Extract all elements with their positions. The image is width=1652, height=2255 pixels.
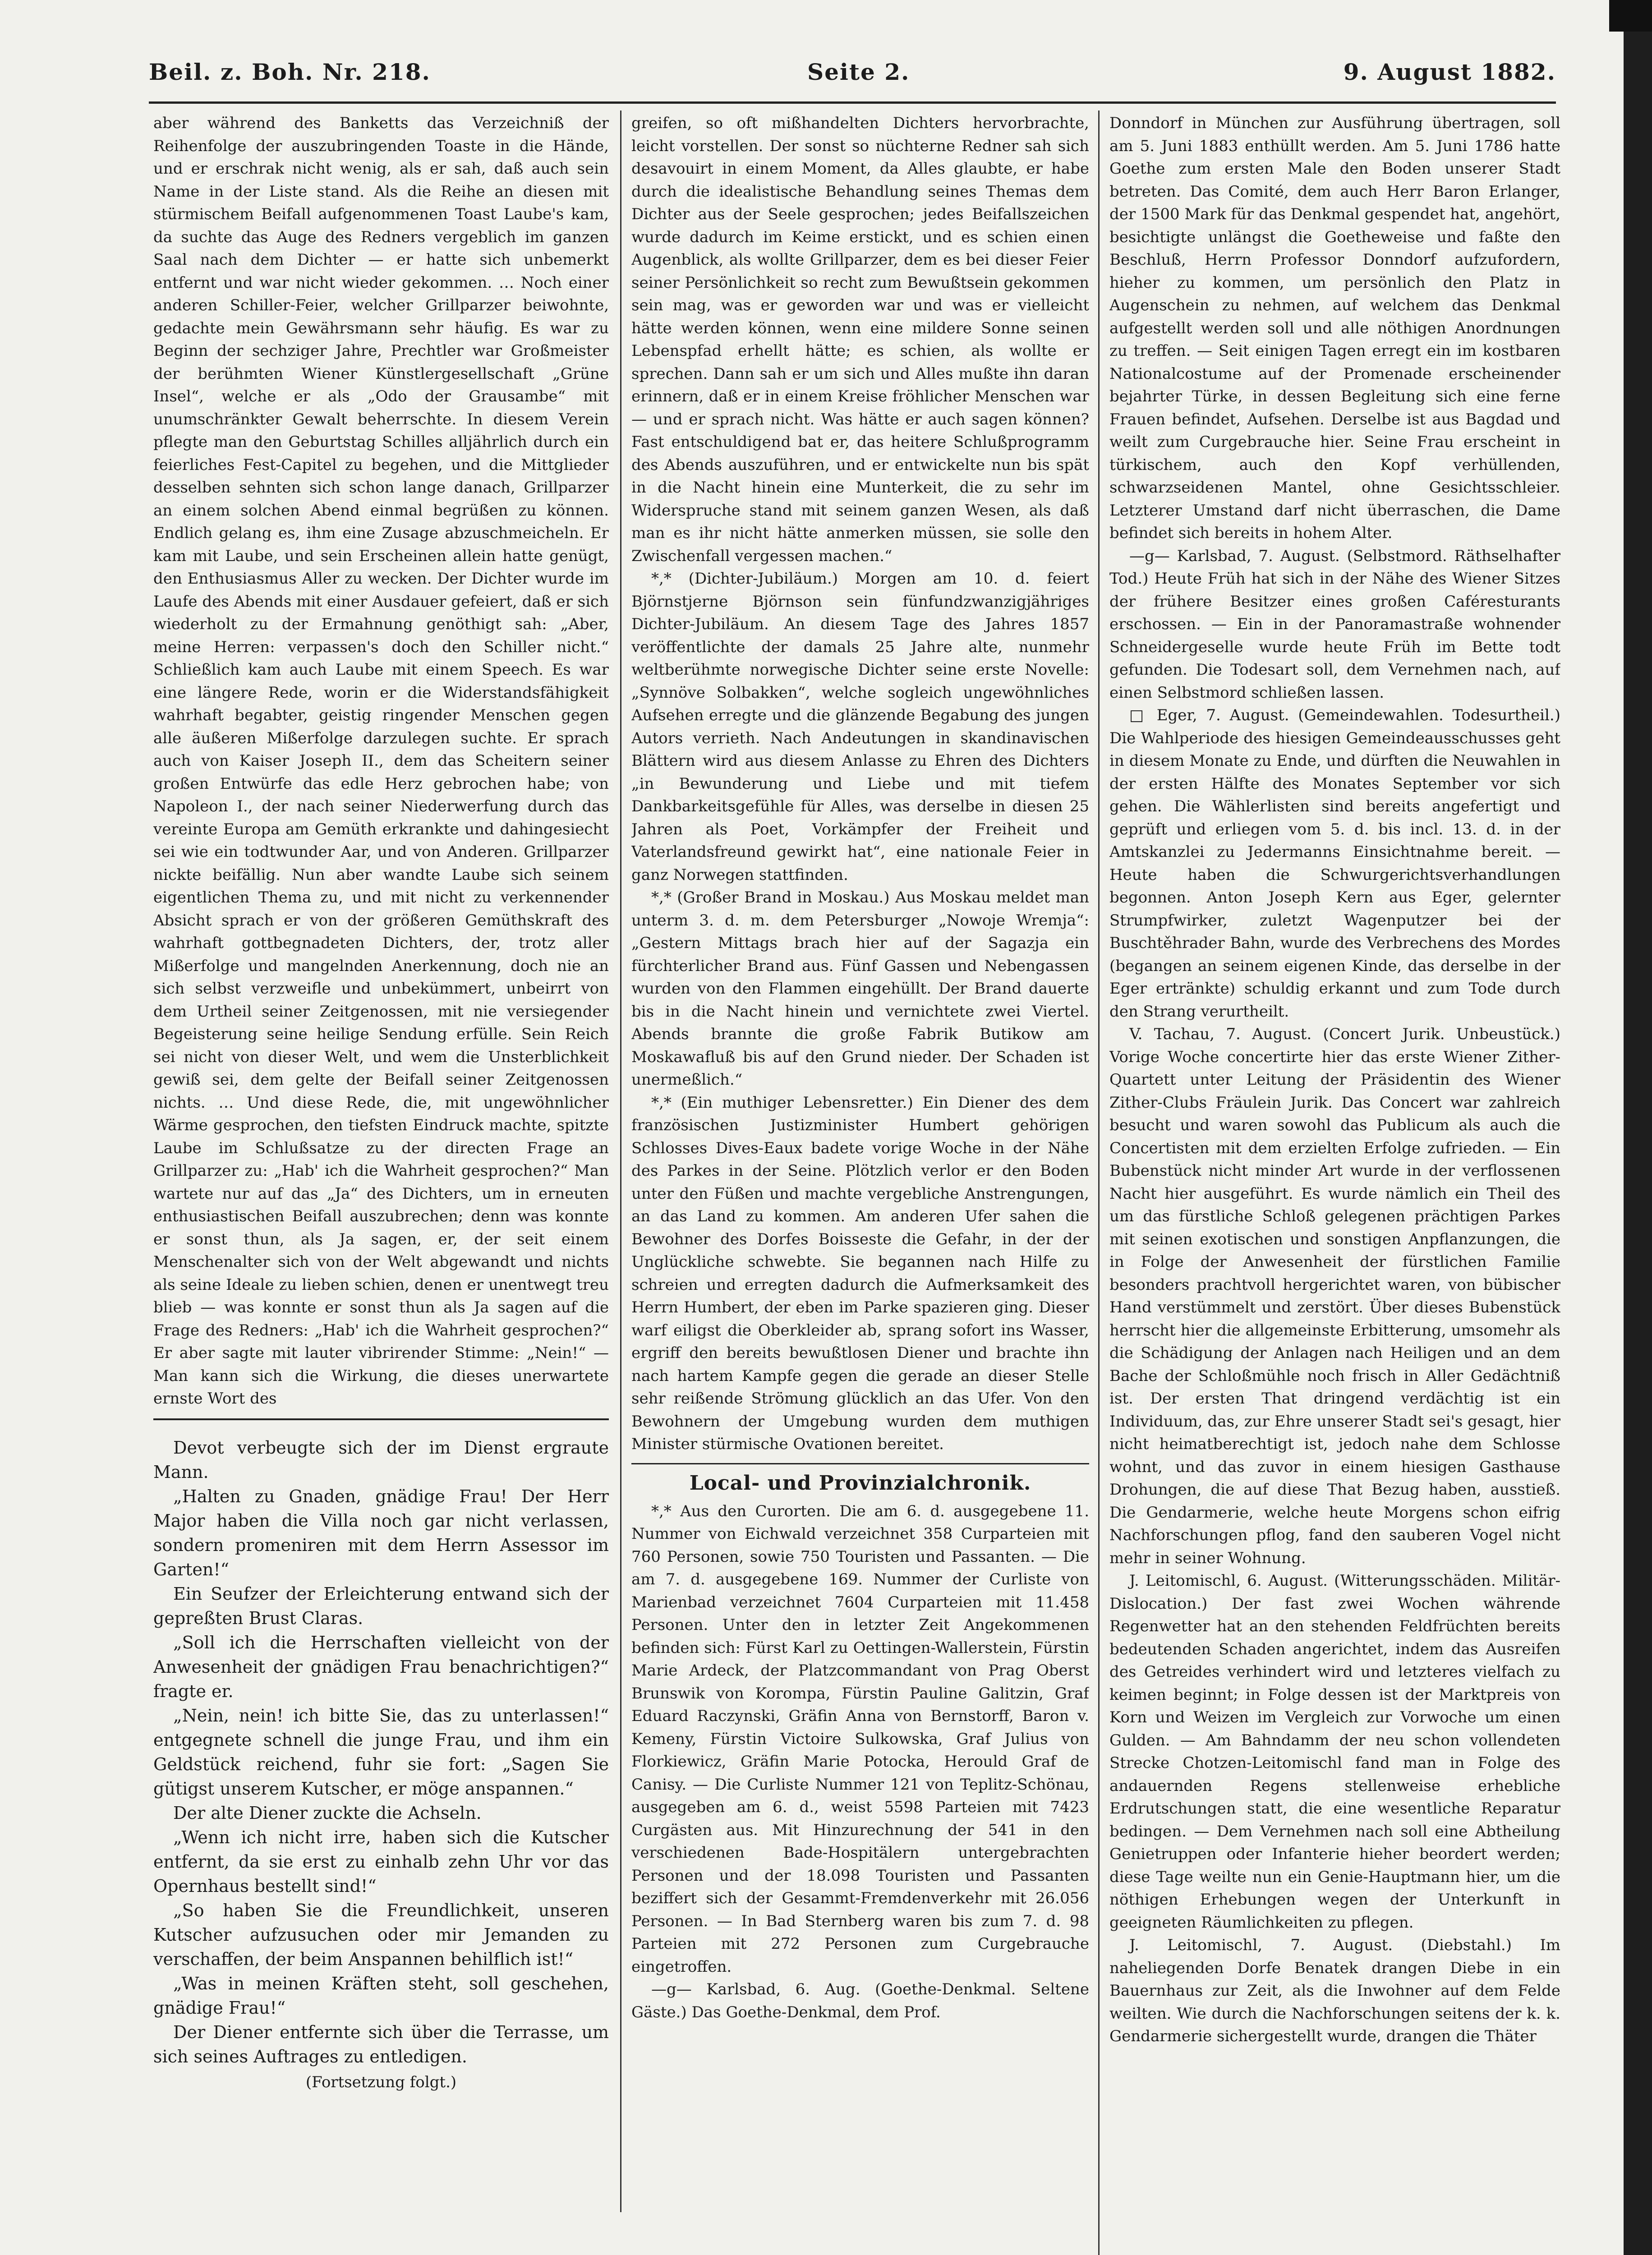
news-item-leitomischl-diebstahl: J. Leitomischl, 7. August. (Diebstahl.) Im naheliegenden Dorfe Benatek drangen Diebe in ein Bauernhaus zur Zeit, als die Inwohner auf dem Felde weilten. Wie durch die Nachforschungen seitens der k. k. Gendarmerie sichergestellt wurde, drangen die Thäter <box>1109 1936 1560 2045</box>
news-item-eger: □ Eger, 7. August. (Gemeindewahlen. Todesurtheil.) Die Wahlperiode des hiesigen Gemeindeausschusses geht in diesem Monate zu Ende, und dürften die Neuwahlen in der ersten Hälfte des Monates September vor sich gehen. Die Wählerlisten sind bereits angefertigt und geprüft und erliegen vom 5. d. bis incl. 13. d. in der Amtskanzlei zu Jedermanns Einsichtnahme bereit. — Heute haben die Schwurgerichtsverhandlungen begonnen. Anton Joseph Kern aus Eger, gelernter Strumpfwirker, zuletzt Wagenputzer bei der Buschtěhrader Bahn, wurde des Verbrechens des Mordes (begangen an seinem eigenen Kinde, das derselbe in der Eger ertränkte) schuldig erkannt und zum Tode durch den Strang verurtheilt. <box>1109 706 1560 1021</box>
feuilleton-paragraph: Devot verbeugte sich der im Dienst ergraute Mann. <box>153 1437 609 1482</box>
feuilleton-paragraph: „Nein, nein! ich bitte Sie, das zu unterlassen!“ entgegnete schnell die junge Frau, und ihm ein Geldstück reichend, fuhr sie fort: „Sagen Sie gütigst unserem Kutscher, er möge anspannen.“ <box>153 1705 609 1799</box>
feuilleton-paragraph: Der Diener entfernte sich über die Terrasse, um sich seines Auftrages zu entledigen. <box>153 2022 609 2066</box>
news-item-karlsbad-goethe-continued: Donndorf in München zur Ausführung übertragen, soll am 5. Juni 1883 enthüllt werden. Am 5. Juni 1786 hatte Goethe zum ersten Male den Boden unserer Stadt betreten. Das Comité, dem auch Herr Baron Erlanger, der 1500 Mark für das Denkmal gespendet hat, angehört, besichtigte unlängst die Goetheweise und faßte den Beschluß, Herrn Professor Donndorf aufzufordern, hieher zu kommen, um persönlich den Platz in Augenschein zu nehmen, auf welchem das Denkmal aufgestellt werden soll und alle nöthigen Anordnungen zu treffen. — Seit einigen Tagen erregt ein im kostbaren Nationalcostume auf der Promenade erscheinender bejahrter Türke, in dessen Begleitung sich eine ferne Frauen befindet, Aufsehen. Derselbe ist aus Bagdad und weilt zum Curgebrauche hier. Seine Frau erscheint in türkischem, auch den Kopf verhüllenden, schwarzseidenen Mantel, ohne Gesichtsschleier. Letzterer Umstand darf nicht überraschen, die Dame befindet sich bereits in hohem Alter. <box>1109 114 1560 542</box>
feuilleton-rule <box>153 1418 609 1420</box>
column-2 <box>631 112 1089 2255</box>
header-issue: Beil. z. Boh. Nr. 218. <box>149 59 431 85</box>
section-rule <box>631 1463 1089 1464</box>
feuilleton-paragraph: Der alte Diener zuckte die Achseln. <box>173 1803 482 1823</box>
feuilleton-paragraph: „Wenn ich nicht irre, haben sich die Kutscher entfernt, da sie erst zu einhalb zehn Uhr vor das Opernhaus bestellt sind!“ <box>153 1827 609 1896</box>
scan-edge <box>1624 0 1652 2255</box>
news-item-brand-moskau: *,* (Großer Brand in Moskau.) Aus Moskau meldet man unterm 3. d. m. dem Petersburger „Nowoje Wremja“: „Gestern Mittags brach hier auf der Sagazja ein fürchterlicher Brand aus. Fünf Gassen und Nebengassen wurden von den Flammen eingehüllt. Der Brand dauerte bis in die Nacht hinein und vernichtete zwei Viertel. Abends brannte die große Fabrik Butikow am Moskawafluß bis auf den Grund nieder. Der Schaden ist unermeßlich.“ <box>631 888 1089 1089</box>
news-item-curorte: *,* Aus den Curorten. Die am 6. d. ausgegebene 11. Nummer von Eichwald verzeichnet 358 Curparteien mit 760 Personen, sowie 750 Touristen und Passanten. — Die am 7. d. ausgegebene 169. Nummer der Curliste von Marienbad verzeichnet 7604 Curparteien mit 11.458 Personen. Unter den in letzter Zeit Angekommenen befinden sich: Fürst Karl zu Oettingen-Wallerstein, Fürstin Marie Ardeck, der Platzcommandant von Prag Oberst Brunswik von Korompa, Fürstin Pauline Galitzin, Graf Eduard Raczynski, Gräfin Anna von Bernstorff, Baron v. Kemeny, Fürstin Victoire Sulkowska, Graf Julius von Florkiewicz, Gräfin Marie Potocka, Herould Graf de Canisy. — Die Curliste Nummer 121 von Teplitz-Schönau, ausgegeben am 6. d., weist 5598 Parteien mit 7423 Curgästen aus. Mit Hinzurechnung der 541 in den verschiedenen Bade-Hospitälern untergebrachten Personen und der 18.098 Touristen und Passanten beziffert sich der Gesammt-Fremdenverkehr mit 26.056 Personen. — In Bad Sternberg waren bis zum 7. d. 98 Parteien mit 272 Personen zum Curgebrauche eingetroffen. <box>631 1502 1089 1976</box>
news-item-leitomischl-witterung: J. Leitomischl, 6. August. (Witterungsschäden. Militär-Dislocation.) Der fast zwei Wochen währende Regenwetter hat an den stehenden Feldfrüchten bereits bedeutenden Schaden angerichtet, indem das Ausreifen des Getreides verhindert wird und letzteres vielfach zu keimen beginnt; in Folge dessen ist der Marktpreis von Korn und Weizen im Vergleich zur Vorwoche um einen Gulden. — Am Bahndamm der neu schon vollendeten Strecke Chotzen-Leitomischl fand man in Folge des andauernden Regens stellenweise erhebliche Erdrutschungen statt, die eine wesentliche Reparatur bedingen. — Dem Vernehmen nach soll eine Abtheilung Genietruppen oder Infanterie hieher beordert werden; diese Tage weilte nun ein Genie-Hauptmann hier, um die nöthigen Erhebungen wegen der Unterkunft in geeigneten Räumlichkeiten zu pflegen. <box>1109 1572 1560 1932</box>
news-item-dichter-jubilaeum: *,* (Dichter-Jubiläum.) Morgen am 10. d. feiert Björnstjerne Björnson sein fünfundzwanzigjähriges Dichter-Jubiläum. An diesem Tage des Jahres 1857 veröffentlichte der damals 25 Jahre alte, nunmehr weltberühmte norwegische Dichter seine erste Novelle: „Synnöve Solbakken“, welche sogleich ungewöhnliches Aufsehen erregte und die glänzende Begabung des jungen Autors verrieth. Nach Andeutungen in skandinavischen Blättern wird aus diesem Anlasse zu Ehren des Dichters „in Bewunderung und Liebe und mit tiefem Dankbarkeitsgefühle für Alles, was derselbe in diesen 25 Jahren als Poet, Vorkämpfer der Freiheit und Vaterlandsfreund gewirkt hat“, eine nationale Feier in ganz Norwegen stattfinden. <box>631 570 1089 884</box>
scan-edge-top <box>1609 0 1652 32</box>
column-divider <box>1098 110 1100 2255</box>
news-item-karlsbad-selbstmord: —g— Karlsbad, 7. August. (Selbstmord. Räthselhafter Tod.) Heute Früh hat sich in der Nähe des Wiener Sitzes der frühere Besitzer eines großen Caféresturants erschossen. — Ein in der Panoramastraße wohnender Schneidergeselle wurde heute Früh im Bette todt gefunden. Die Todesart soll, dem Vernehmen nach, auf einen Selbstmord schließen lassen. <box>1109 547 1560 702</box>
article-grillparzer-end: aber während des Banketts das Verzeichniß der Reihenfolge der auszubringenden Toaste in die Hände, und er erschrak nicht wenig, als er sah, daß auch sein Name in der Liste stand. Als die Reihe an diesen mit stürmischem Beifall aufgenommenen Toast Laube's kam, da suchte das Auge des Redners vergeblich im ganzen Saal nach dem Dichter — er hatte sich unbemerkt entfernt und war nicht wieder gekommen. … Noch einer anderen Schiller-Feier, welcher Grillparzer beiwohnte, gedachte mein Gewährsmann sehr häufig. Es war zu Beginn der sechziger Jahre, Prechtler war Großmeister der berühmten Wiener Künstlergesellschaft „Grüne Insel“, welche er als „Odo der Grausambe“ mit unumschränkter Gewalt beherrschte. In diesem Verein pflegte man den Geburtstag Schilles alljährlich durch ein feierliches Fest-Capitel zu begehen, und die Mittglieder desselben sehnten sich schon lange danach, Grillparzer an einem solchen Abend einmal begrüßen zu können. Endlich gelang es, ihm eine Zusage abzuschmeicheln. Er kam mit Laube, und sein Erscheinen allein hatte genügt, den Enthusiasmus Aller zu wecken. Der Dichter wurde im Laufe des Abends mit einer Ausdauer gefeiert, daß er sich wiederholt zu der Ermahnung genöthigt sah: „Aber, meine Herren: verpassen's doch den Schiller nicht.“ Schließlich kam auch Laube mit einem Speech. Es war eine längere Rede, worin er die Widerstandsfähigkeit wahrhaft begabter, geistig ringender Menschen gegen alle äußeren Mißerfolge darzulegen suchte. Er sprach auch von Kaiser Joseph II., dem das Scheitern seiner großen Entwürfe das edle Herz gebrochen habe; von Napoleon I., der nach seiner Niederwerfung durch das vereinte Europa am Gemüth erkrankte und dahingesiecht sei wie ein todtwunder Aar, und von Anderen. Grillparzer nickte beifällig. Nun aber wandte Laube sich seinem eigentlichen Thema zu, und mit nicht zu verkennender Absicht sprach er von der größeren Gemüthskraft des wahrhaft gottbegnadeten Dichters, der, trotz aller Mißerfolge und mangelnden Anerkennung, doch nie an sich selbst verzweifle und unbekümmert, unbeirrt von dem Urtheil seiner Zeitgenossen, mit nie versiegender Begeisterung seine heilige Sendung erfülle. Sein Reich sei nicht von dieser Welt, und wem die Unsterblichkeit gewiß sei, dem gelte der Beifall seiner Zeitgenossen nichts. … Und diese Rede, die, mit ungewöhnlicher Wärme gesprochen, den tiefsten Eindruck machte, spitzte Laube im Schlußsatze zu der directen Frage an Grillparzer zu: „Hab' ich die Wahrheit gesprochen?“ Man wartete nur auf das „Ja“ des Dichters, um in erneuten enthusiastischen Beifall auszubrechen; denn was konnte er sonst thun, als Ja sagen, er, der seit einem Menschenalter sich von der Welt abgewandt und nichts als seine Ideale zu lieben schien, denen er unentwegt treu blieb — was konnte er sonst thun als Ja sagen auf die Frage des Redners: „Hab' ich die Wahrheit gesprochen?“ Er aber sagte mit lauter vibrirender Stimme: „Nein!“ — Man kann sich die Wirkung, die dieses unerwartete ernste Wort des <box>153 114 609 1408</box>
news-item-lebensretter: *,* (Ein muthiger Lebensretter.) Ein Diener des dem französischen Justizminister Humbert gehörigen Schlosses Dives-Eaux badete vorige Woche in der Nähe des Parkes in der Seine. Plötzlich verlor er den Boden unter den Füßen und machte vergebliche Anstrengungen, an das Land zu kommen. Am anderen Ufer sahen die Bewohner des Dorfes Boisseste die Gefahr, in der der Unglückliche schwebte. Sie begannen nach Hilfe zu schreien und erregten dadurch die Aufmerksamkeit des Herrn Humbert, der eben im Parke spazieren ging. Dieser warf eiligst die Oberkleider ab, sprang sofort ins Wasser, ergriff den bereits bewußtlosen Diener und brachte ihn nach hartem Kampfe gegen die gerade an dieser Stelle sehr reißende Strömung glücklich an das Ufer. Von den Bewohnern der Umgebung wurden dem muthigen Minister stürmische Ovationen bereitet. <box>631 1093 1089 1453</box>
continuation-note: (Fortsetzung folgt.) <box>305 2073 457 2091</box>
feuilleton-paragraph: „Halten zu Gnaden, gnädige Frau! Der Herr Major haben die Villa noch gar nicht verlassen, sondern promeniren mit dem Herrn Assessor im Garten!“ <box>153 1486 609 1579</box>
feuilleton-paragraph: „Was in meinen Kräften steht, soll geschehen, gnädige Frau!“ <box>153 1973 609 2018</box>
header-date: 9. August 1882. <box>1343 59 1556 85</box>
feuilleton <box>153 1436 609 2091</box>
news-item-tachau: V. Tachau, 7. August. (Concert Jurik. Unbeustück.) Vorige Woche concertirte hier das erste Wiener Zither-Quartett unter Leitung der Präsidentin des Wiener Zither-Clubs Fräulein Jurik. Das Concert war zahlreich besucht und waren sowohl das Publicum als auch die Concertisten mit dem erzielten Erfolge zufrieden. — Ein Bubenstück nicht minder Art wurde in der verflossenen Nacht hier ausgeführt. Es wurde nämlich ein Theil des um das fürstliche Schloß gelegenen prächtigen Parkes mit seinen exotischen und sonstigen Anpflanzungen, die in Folge der Anwesenheit der fürstlichen Familie besonders prachtvoll hergerichtet waren, von bübischer Hand verstümmelt und zerstört. Über dieses Bubenstück herrscht hier die allgemeinste Erbitterung, umsomehr als die Schädigung der Anlagen nach Heiligen und an dem Bache der Schloßmühle noch frisch in Aller Gedächtniß ist. Der ersten That dringend verdächtig ist ein Individuum, das, zur Ehre unserer Stadt sei's gesagt, hier nicht heimatberechtigt ist, jedoch nahe dem Schlosse wohnt, und das zuvor in einem hiesigen Gasthause Drohungen, die auf diese That Bezug haben, ausstieß. Die Gendarmerie, welche heute Morgens schon eifrig Nachforschungen pflog, fand den sauberen Vogel nicht mehr in seiner Wohnung. <box>1109 1025 1560 1567</box>
section-heading: Local- und Provinzialchronik. <box>689 1471 1031 1495</box>
column-3 <box>1109 112 1560 2255</box>
page-header <box>149 59 1556 108</box>
column-divider <box>620 110 621 2212</box>
header-rule <box>149 101 1556 104</box>
feuilleton-paragraph: Ein Seufzer der Erleichterung entwand sich der gepreßten Brust Claras. <box>153 1583 609 1628</box>
column-1 <box>153 112 609 2209</box>
news-item-karlsbad-goethe: —g— Karlsbad, 6. Aug. (Goethe-Denkmal. Seltene Gäste.) Das Goethe-Denkmal, dem Prof. <box>631 1980 1089 2021</box>
feuilleton-paragraph: „Soll ich die Herrschaften vielleicht von der Anwesenheit der gnädigen Frau benachrichtigen?“ fragte er. <box>153 1632 609 1701</box>
header-page-number: Seite 2. <box>807 59 910 85</box>
article-grillparzer-continued: greifen, so oft mißhandelten Dichters hervorbrachte, leicht vorstellen. Der sonst so nüchterne Redner sah sich desavouirt in einem Moment, da Alles glaubte, er habe durch die idealistische Behandlung seines Themas dem Dichter aus der Seele gesprochen; jedes Beifallszeichen wurde dadurch im Keime erstickt, und es schien einen Augenblick, als wollte Grillparzer, dem es bei dieser Feier seiner Persönlichkeit so recht zum Bewußtsein gekommen sein mag, was er geworden war und was er vielleicht hätte werden können, wenn eine mildere Sonne seinen Lebenspfad erhellt hätte; es schien, als wollte er sprechen. Dann sah er um sich und Alles mußte ihn daran erinnern, daß er in einem Kreise fröhlicher Menschen war — und er sprach nicht. Was hätte er auch sagen können? Fast entschuldigend bat er, das heitere Schlußprogramm des Abends auszuführen, und er entwickelte nun bis spät in die Nacht hinein eine Munterkeit, die zu sehr im Widerspruche stand mit seinem ganzen Wesen, als daß man es ihr nicht hätte anmerken müssen, sie solle den Zwischenfall vergessen machen.“ <box>631 114 1089 565</box>
feuilleton-paragraph: „So haben Sie die Freundlichkeit, unseren Kutscher aufzusuchen oder mir Jemanden zu verschaffen, der beim Anspannen behilflich ist!“ <box>153 1900 609 1969</box>
